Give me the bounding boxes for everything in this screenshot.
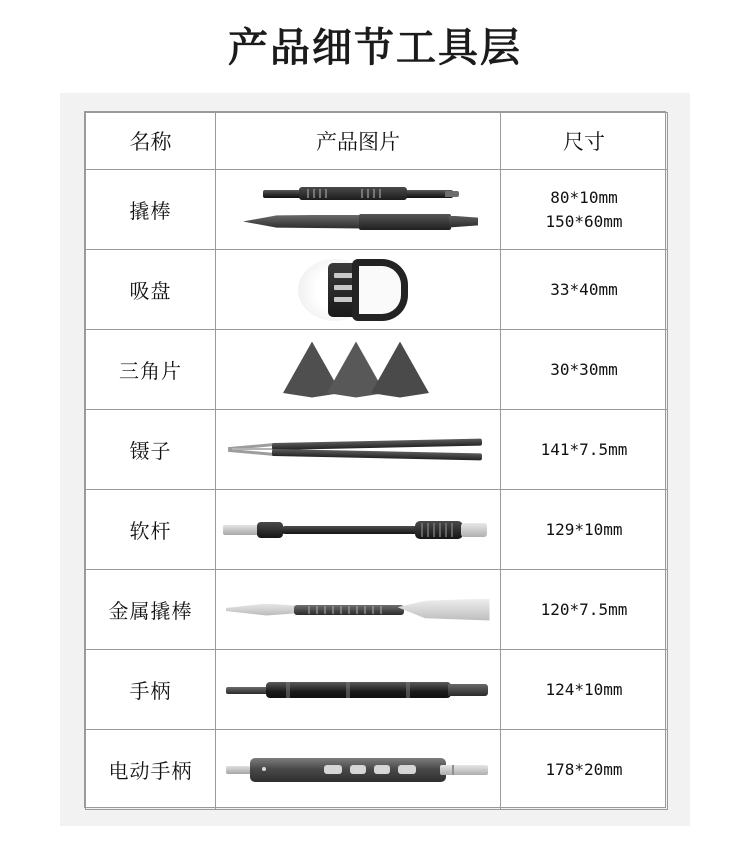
row-size-triangle bbox=[501, 330, 668, 410]
row-name-handle: 手柄 bbox=[86, 650, 216, 730]
table-row bbox=[86, 650, 668, 730]
row-name-flexshaft: 软杆 bbox=[86, 490, 216, 570]
row-image-suction bbox=[216, 250, 501, 330]
size-line: 80*10mm bbox=[550, 187, 618, 207]
row-size-suction bbox=[501, 250, 668, 330]
header-name: 名称 bbox=[86, 113, 216, 170]
table-row bbox=[86, 730, 668, 810]
row-size-handle bbox=[501, 650, 668, 730]
size-line: 33*40mm bbox=[550, 279, 618, 299]
size-line: 150*60mm bbox=[545, 211, 623, 231]
row-name-prybar: 撬棒 bbox=[86, 170, 216, 250]
pry-bar-set-illustration bbox=[233, 179, 483, 241]
row-image-metal-spudger bbox=[216, 570, 501, 650]
row-size-prybar bbox=[501, 170, 668, 250]
table-row bbox=[86, 330, 668, 410]
row-name-suction: 吸盘 bbox=[86, 250, 216, 330]
table-frame bbox=[60, 93, 690, 826]
spec-table bbox=[85, 112, 668, 810]
row-size-electric-handle bbox=[501, 730, 668, 810]
size-line: 178*20mm bbox=[545, 759, 623, 779]
row-name-metal-spudger: 金属撬棒 bbox=[86, 570, 216, 650]
page-title: 产品细节工具层 bbox=[228, 25, 522, 71]
row-image-prybar bbox=[216, 170, 501, 250]
spec-table-container bbox=[84, 111, 666, 808]
size-line: 129*10mm bbox=[545, 519, 623, 539]
table-row bbox=[86, 410, 668, 490]
row-size-metal-spudger bbox=[501, 570, 668, 650]
row-name-electric-handle: 电动手柄 bbox=[86, 730, 216, 810]
row-image-handle bbox=[216, 650, 501, 730]
size-line: 120*7.5mm bbox=[540, 599, 628, 619]
row-image-electric-handle bbox=[216, 730, 501, 810]
size-line: 141*7.5mm bbox=[540, 439, 628, 459]
row-image-triangle bbox=[216, 330, 501, 410]
metal-spudger-illustration bbox=[226, 597, 491, 623]
row-size-tweezers bbox=[501, 410, 668, 490]
handle-illustration bbox=[226, 679, 491, 701]
suction-cup-illustration bbox=[298, 253, 418, 327]
flexible-shaft-illustration bbox=[223, 519, 493, 541]
row-image-tweezers bbox=[216, 410, 501, 490]
row-name-triangle: 三角片 bbox=[86, 330, 216, 410]
table-row bbox=[86, 250, 668, 330]
table-row bbox=[86, 570, 668, 650]
size-line: 30*30mm bbox=[550, 359, 618, 379]
electric-handle-illustration bbox=[226, 753, 491, 787]
size-line: 124*10mm bbox=[545, 679, 623, 699]
row-size-flexshaft bbox=[501, 490, 668, 570]
table-header-row bbox=[86, 113, 668, 170]
row-name-tweezers: 镊子 bbox=[86, 410, 216, 490]
header-size: 尺寸 bbox=[501, 113, 668, 170]
table-row bbox=[86, 490, 668, 570]
row-image-flexshaft bbox=[216, 490, 501, 570]
tweezers-illustration bbox=[228, 438, 488, 462]
header-image: 产品图片 bbox=[216, 113, 501, 170]
table-row bbox=[86, 170, 668, 250]
triangle-picks-illustration bbox=[283, 340, 433, 400]
